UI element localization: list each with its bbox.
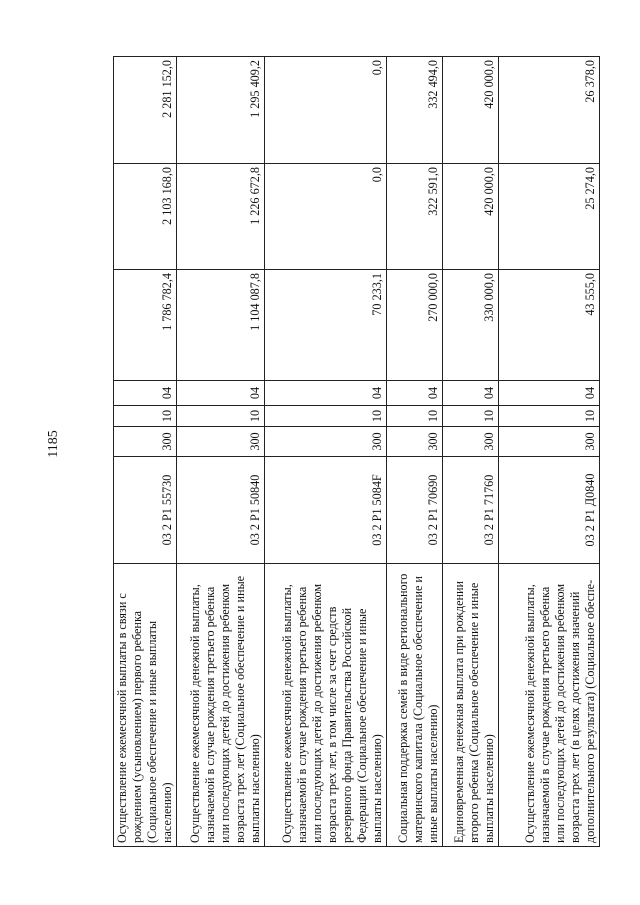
table-row <box>176 57 264 847</box>
row-value-1: 1 786 782,4 <box>114 270 177 381</box>
table-rotated <box>113 57 597 847</box>
table-container <box>113 57 597 847</box>
table-row <box>386 57 442 847</box>
row-name: Осуществление ежемесячной денежной выплаты, назначаемой в случае рождения третьего ребенка или последующих детей до достижения ребенком возраста трех лет (Социальное обеспечение и иные выплаты населению) <box>176 564 264 847</box>
row-name: Осуществление ежемесячной денежной выплаты, назначаемой в случае рождения третьего ребенка или последующих детей до достижения ребенком возраста трех лет, в том числе за счет средств резервного фонда Правительства Российской Федерации (Социальное обеспечение и иные выплаты населению) <box>264 564 386 847</box>
row-kvr: 300 <box>114 427 177 457</box>
row-value-3: 26 378,0 <box>498 57 599 164</box>
row-value-3: 420 000,0 <box>442 57 498 164</box>
row-pr: 04 <box>442 381 498 406</box>
row-code: 03 2 P1 71760 <box>442 457 498 564</box>
row-pr: 04 <box>264 381 386 406</box>
row-kvr: 300 <box>386 427 442 457</box>
row-pr: 04 <box>176 381 264 406</box>
row-code: 03 2 P1 70690 <box>386 457 442 564</box>
row-code: 03 2 P1 5084F <box>264 457 386 564</box>
row-value-3: 332 494,0 <box>386 57 442 164</box>
row-rz: 10 <box>386 406 442 427</box>
table-row <box>114 57 177 847</box>
row-pr: 04 <box>114 381 177 406</box>
row-code: 03 2 P1 50840 <box>176 457 264 564</box>
row-value-2: 0,0 <box>264 164 386 270</box>
row-value-3: 1 295 409,2 <box>176 57 264 164</box>
row-code: 03 2 P1 55730 <box>114 457 177 564</box>
row-value-2: 2 103 168,0 <box>114 164 177 270</box>
row-name: Единовременная денежная выплата при рождении второго ребенка (Социальное обеспечение и иные выплаты населению) <box>442 564 498 847</box>
row-value-1: 270 000,0 <box>386 270 442 381</box>
row-kvr: 300 <box>498 427 599 457</box>
row-value-2: 420 000,0 <box>442 164 498 270</box>
row-rz: 10 <box>176 406 264 427</box>
table-row <box>498 57 599 847</box>
row-value-1: 1 104 087,8 <box>176 270 264 381</box>
row-name: Осуществление ежемесячной денежной выплаты, назначаемой в случае рождения третьего ребенка или последующих детей до достижения ребенком возраста трех лет (в целях достижения значений дополнительного результата) (Социальное обеспе- <box>498 564 599 847</box>
row-rz: 10 <box>264 406 386 427</box>
row-name: Социальная поддержка семей в виде регионального материнского капитала (Социальное обеспечение и иные выплаты населению) <box>386 564 442 847</box>
row-value-3: 2 281 152,0 <box>114 57 177 164</box>
row-value-2: 322 591,0 <box>386 164 442 270</box>
row-kvr: 300 <box>176 427 264 457</box>
budget-table <box>113 56 600 847</box>
table-row <box>264 57 386 847</box>
row-value-3: 0,0 <box>264 57 386 164</box>
page-number: 1185 <box>46 430 61 458</box>
row-rz: 10 <box>498 406 599 427</box>
row-kvr: 300 <box>264 427 386 457</box>
row-code: 03 2 P1 Д0840 <box>498 457 599 564</box>
row-pr: 04 <box>386 381 442 406</box>
row-rz: 10 <box>114 406 177 427</box>
row-value-1: 70 233,1 <box>264 270 386 381</box>
row-rz: 10 <box>442 406 498 427</box>
row-value-1: 43 555,0 <box>498 270 599 381</box>
row-value-2: 1 226 672,8 <box>176 164 264 270</box>
row-pr: 04 <box>498 381 599 406</box>
row-name: Осуществление ежемесячной выплаты в связи с рождением (усыновлением) первого ребенка (Социальное обеспечение и иные выплаты населению) <box>114 564 177 847</box>
row-value-1: 330 000,0 <box>442 270 498 381</box>
row-kvr: 300 <box>442 427 498 457</box>
row-value-2: 25 274,0 <box>498 164 599 270</box>
table-row <box>442 57 498 847</box>
